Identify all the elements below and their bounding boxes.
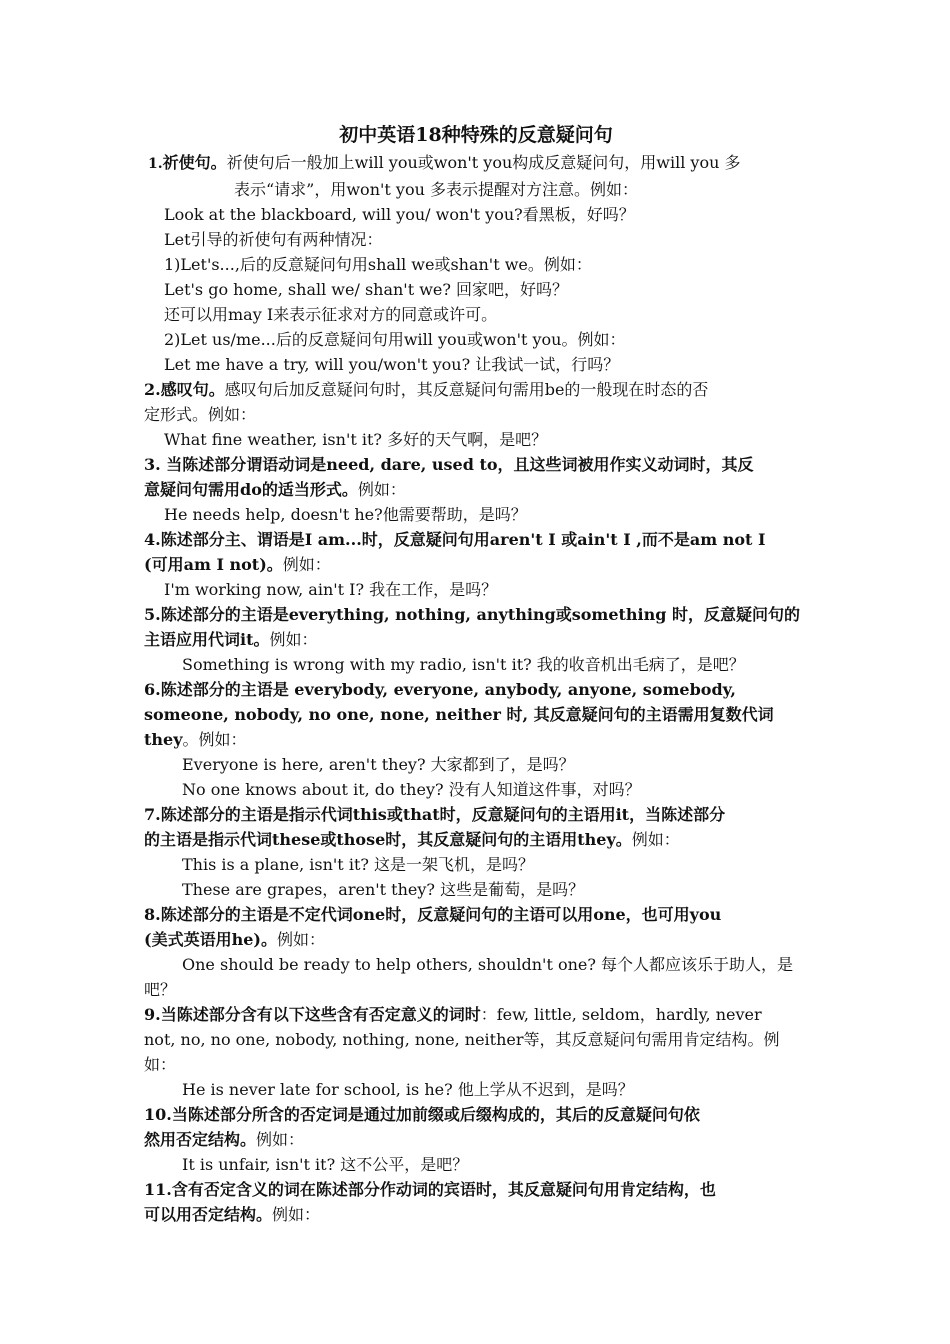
- section-2-heading: [144, 377, 808, 402]
- section-1-body-cont: 表示“请求”，用won't you 多表示提醒对方注意。例如：: [234, 180, 638, 199]
- section-10-title-cont: 然用否定结构。: [144, 1130, 257, 1149]
- section-5-tail: 例如：: [269, 630, 318, 649]
- section-6-example-1: Everyone is here, aren't they? 大家都到了，是吗？: [182, 755, 575, 774]
- section-4-heading-cont: [144, 552, 808, 577]
- section-1-example-2: Let's go home, shall we/ shan't we? 回家吧，好吗？: [164, 280, 569, 299]
- section-1-number: 1.: [148, 156, 163, 172]
- section-10-heading: 10.当陈述部分所含的否定词是通过加前缀或后缀构成的，其后的反意疑问句依: [144, 1105, 700, 1124]
- section-7-heading: 7.陈述部分的主语是指示代词this或that时，反意疑问句的主语用it，当陈述部分: [144, 805, 726, 824]
- section-1-body: 祈使句后一般加上will you或won't you构成反意疑问句，用will you 多: [226, 153, 741, 172]
- section-4-heading: 4.陈述部分主、谓语是I am...时，反意疑问句用aren't I 或ain't I ,而不是am not I: [144, 530, 766, 549]
- section-7-example-1: This is a plane, isn't it? 这是一架飞机，是吗？: [182, 855, 535, 874]
- section-9-word-list: ：few, little, seldom，hardly, never: [480, 1005, 762, 1024]
- section-1-example-3: Let me have a try, will you/won't you? 让我试一试，行吗？: [164, 355, 620, 374]
- section-5-heading: 5.陈述部分的主语是everything, nothing, anything或something 时，反意疑问句的: [144, 605, 801, 624]
- section-7-heading-cont: [144, 827, 808, 852]
- section-10-tail: 例如：: [256, 1130, 305, 1149]
- section-6-example-2: No one knows about it, do they? 没有人知道这件事，对吗？: [182, 780, 641, 799]
- section-1-note-1: Let引导的祈使句有两种情况：: [164, 230, 383, 249]
- section-11-tail: 例如：: [272, 1205, 321, 1224]
- section-2-title: 2.感叹句。: [144, 380, 225, 399]
- section-1-note-2: 还可以用may I来表示征求对方的同意或许可。: [164, 305, 498, 324]
- section-2-example-1: What fine weather, isn't it? 多好的天气啊，是吧？: [164, 430, 548, 449]
- section-1-case-1: 1)Let's...,后的反意疑问句用shall we或shan't we。例如：: [164, 255, 592, 274]
- section-8-tail: 例如：: [276, 930, 325, 949]
- section-10-heading-cont: [144, 1127, 808, 1152]
- section-11-heading: 11.含有否定含义的词在陈述部分作动词的宾语时，其反意疑问句用肯定结构，也: [144, 1180, 716, 1199]
- section-11-heading-cont: [144, 1202, 808, 1227]
- section-1-title: 祈使句。: [162, 153, 227, 172]
- section-3-example-1: He needs help, doesn't he?他需要帮助，是吗？: [164, 505, 527, 524]
- section-4-title-cont: (可用am I not)。: [144, 555, 283, 574]
- section-6-heading-cont: someone, nobody, no one, none, neither 时, 其反意疑问句的主语需用复数代词: [144, 705, 774, 724]
- document-title: 初中英语18种特殊的反意疑问句: [339, 124, 613, 146]
- section-1-example-1: Look at the blackboard, will you/ won't you?看黑板，好吗？: [164, 205, 635, 224]
- section-1-heading: [144, 150, 808, 177]
- document-page: [144, 120, 808, 1227]
- section-5-heading-cont: [144, 627, 808, 652]
- section-6-tail: 。例如：: [182, 730, 247, 749]
- section-2-body: 感叹句后加反意疑问句时，其反意疑问句需用be的一般现在时态的否: [224, 380, 709, 399]
- section-8-title-cont: (美式英语用he)。: [144, 930, 277, 949]
- section-3-title-cont: 意疑问句需用do的适当形式。: [144, 480, 358, 499]
- section-1-case-2: 2)Let us/me...后的反意疑问句用will you或won't you。例如：: [164, 330, 626, 349]
- section-7-tail: 例如：: [631, 830, 680, 849]
- section-6-heading: 6.陈述部分的主语是 everybody, everyone, anybody, anyone, somebody,: [144, 680, 736, 699]
- section-8-heading: 8.陈述部分的主语是不定代词one时，反意疑问句的主语可以用one，也可用you: [144, 905, 722, 924]
- section-6-title-end: they: [144, 730, 183, 749]
- section-10-example-1: It is unfair, isn't it? 这不公平，是吧？: [182, 1155, 469, 1174]
- section-4-tail: 例如：: [282, 555, 331, 574]
- section-3-heading-cont: [144, 477, 808, 502]
- section-8-heading-cont: [144, 927, 808, 952]
- section-9-body-end: 如：: [144, 1055, 177, 1074]
- section-8-example-1-cont: 吧？: [144, 980, 177, 999]
- section-6-heading-end: [144, 727, 808, 752]
- section-11-title-cont: 可以用否定结构。: [144, 1205, 273, 1224]
- section-9-body-cont: not, no, no one, nobody, nothing, none, neither等，其反意疑问句需用肯定结构。例: [144, 1030, 780, 1049]
- section-9-title: 9.当陈述部分含有以下这些含有否定意义的词时: [144, 1005, 481, 1024]
- section-8-example-1: One should be ready to help others, shouldn't one? 每个人都应该乐于助人，是: [182, 955, 794, 974]
- section-5-example-1: Something is wrong with my radio, isn't it? 我的收音机出毛病了，是吧？: [182, 655, 745, 674]
- section-7-example-2: These are grapes，aren't they? 这些是葡萄，是吗？: [182, 880, 585, 899]
- section-5-title-cont: 主语应用代词it。: [144, 630, 270, 649]
- section-9-example-1: He is never late for school, is he? 他上学从不迟到，是吗？: [182, 1080, 634, 1099]
- section-4-example-1: I'm working now, ain't I? 我在工作，是吗？: [164, 580, 498, 599]
- section-7-title-cont: 的主语是指示代词these或those时，其反意疑问句的主语用they。: [144, 830, 632, 849]
- section-9-heading: [144, 1002, 808, 1027]
- section-3-tail: 例如：: [357, 480, 406, 499]
- section-2-body-cont: 定形式。例如：: [144, 405, 257, 424]
- section-3-heading: 3. 当陈述部分谓语动词是need, dare, used to，且这些词被用作实义动词时，其反: [144, 455, 754, 474]
